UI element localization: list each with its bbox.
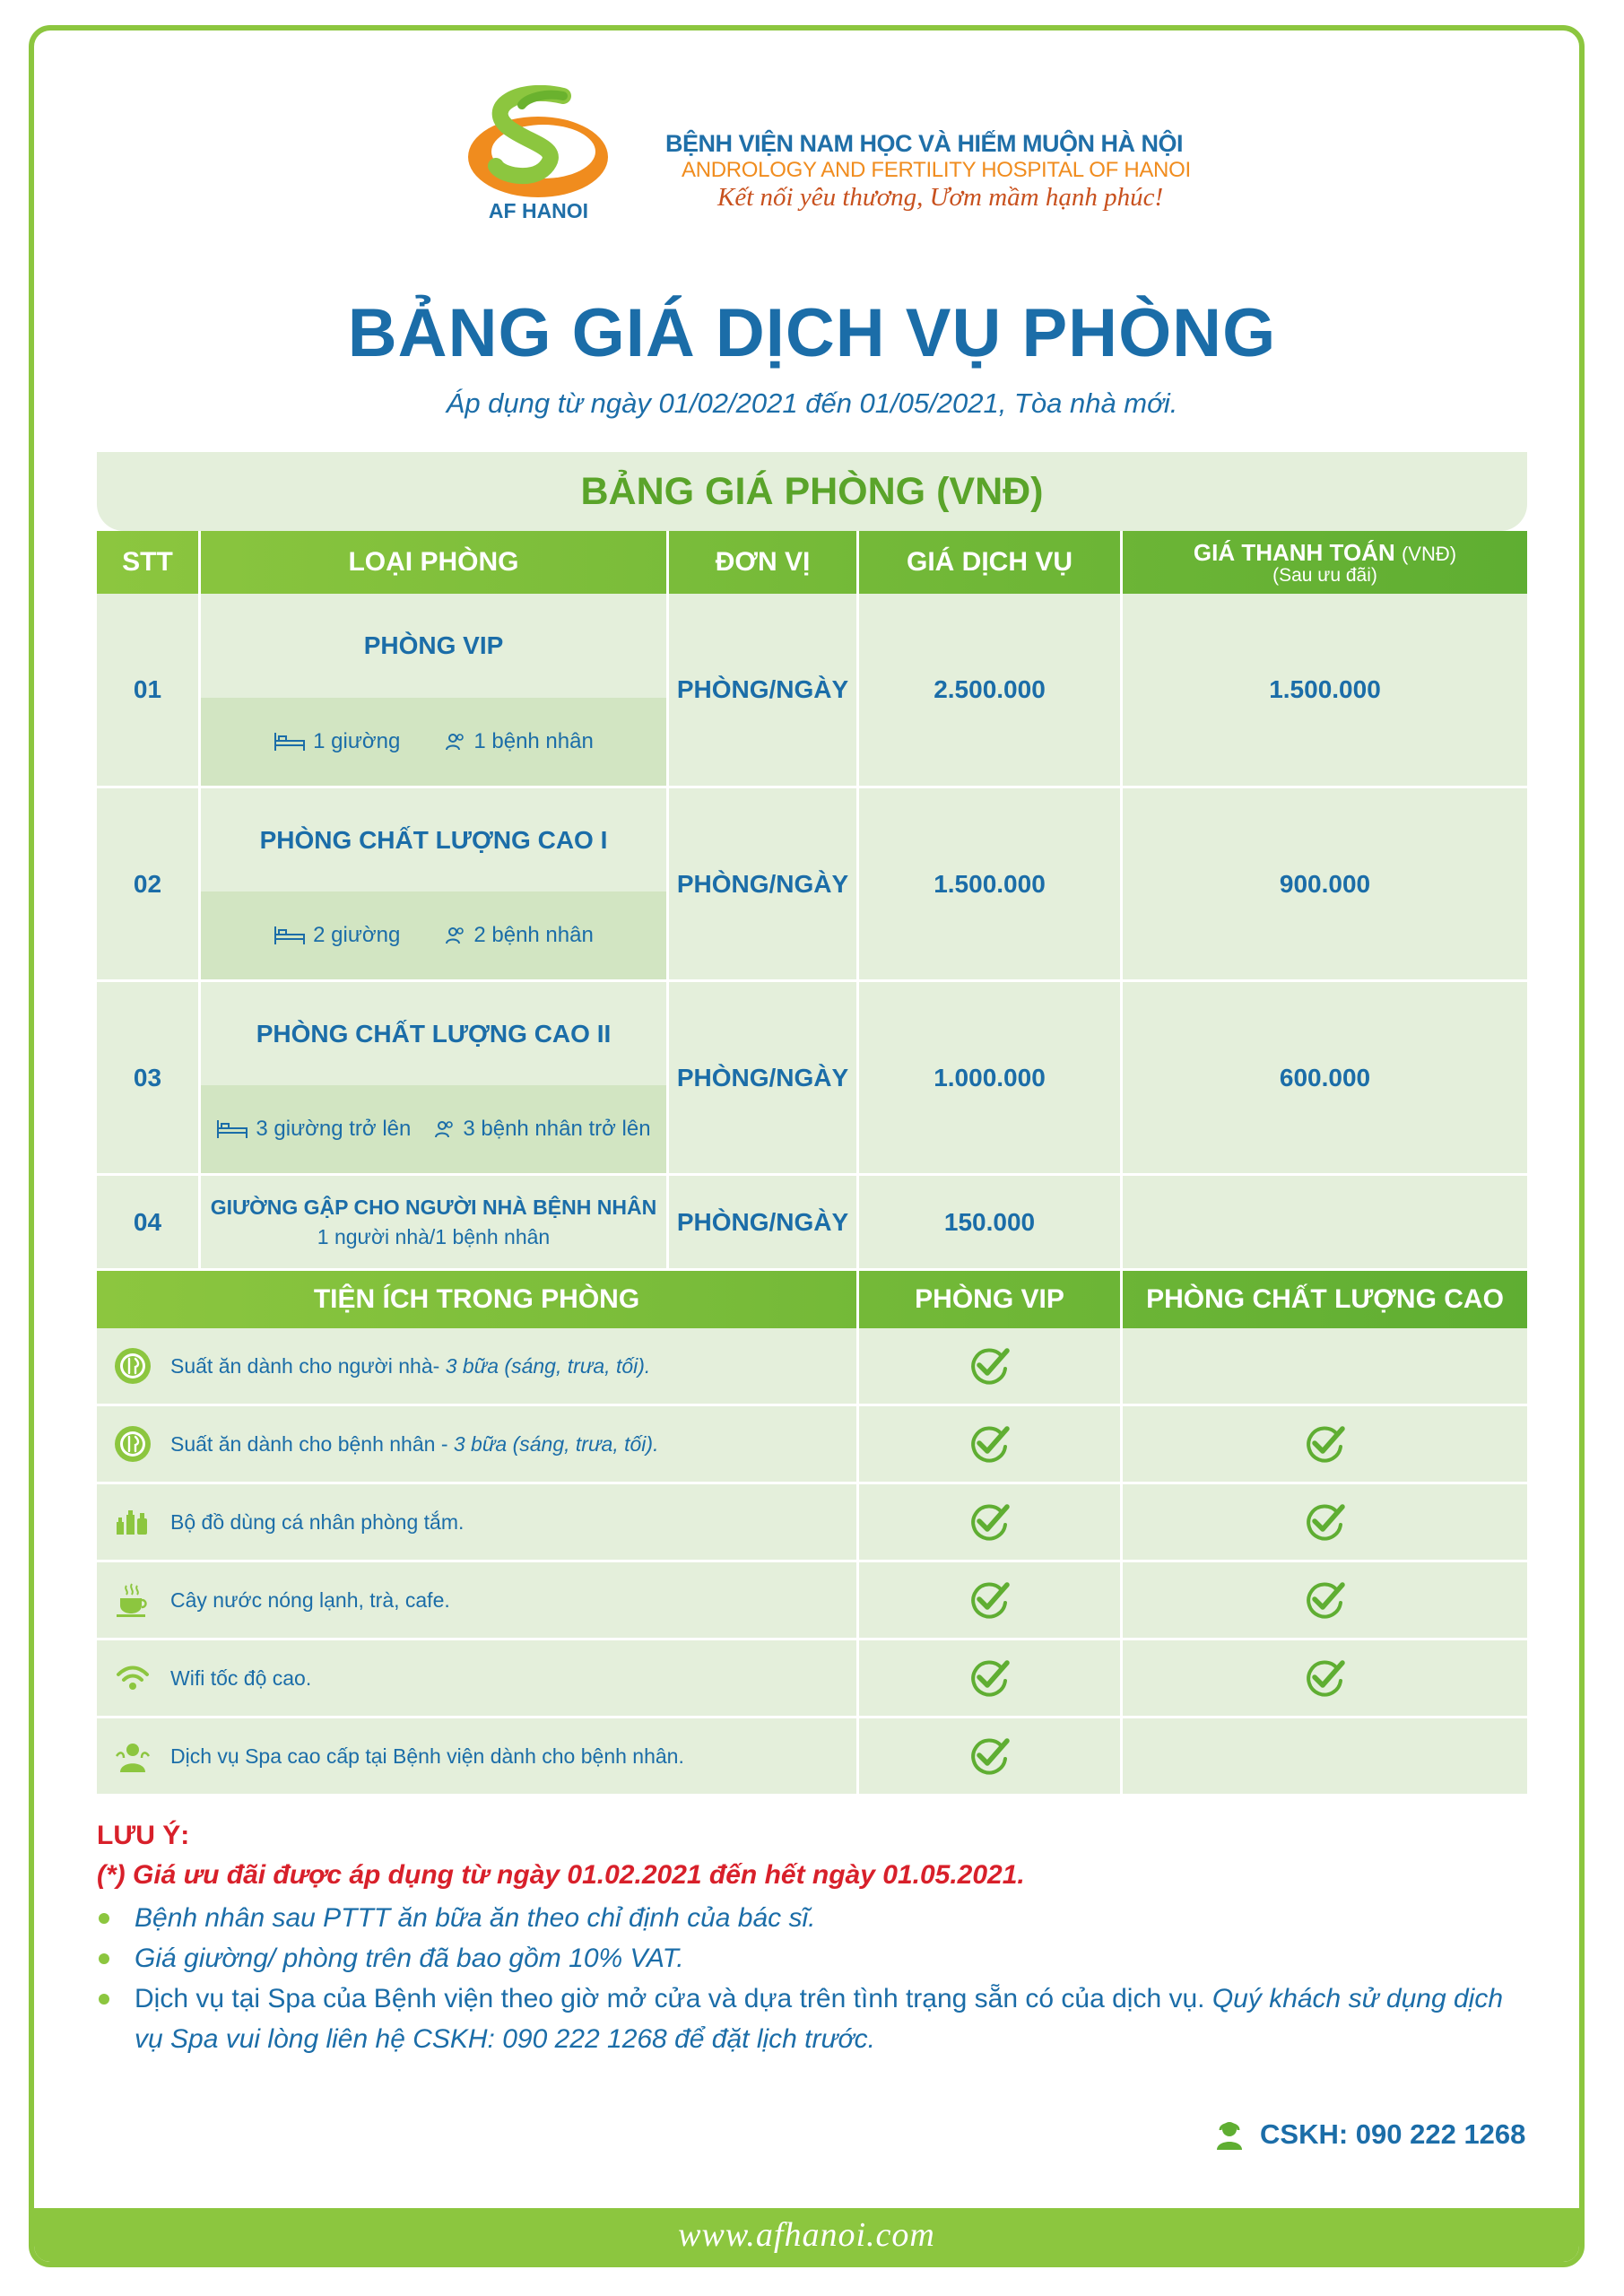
amenity-vip-cell: [859, 1718, 1123, 1794]
room-name: PHÒNG CHẤT LƯỢNG CAO I: [259, 825, 608, 854]
amenities-list: [97, 1328, 1527, 1796]
header-service-price: GIÁ DỊCH VỤ: [859, 531, 1123, 594]
check-icon: [968, 1579, 1012, 1621]
patient-icon: [445, 925, 466, 946]
logo-mark-icon: [456, 85, 617, 206]
bed-count: 2 giường: [313, 923, 401, 947]
row-service-price: 150.000: [859, 1176, 1123, 1268]
bed-count: 3 giường trở lên: [256, 1117, 412, 1141]
header-vip: PHÒNG VIP: [859, 1271, 1123, 1328]
amenity-name-cell: [97, 1484, 859, 1560]
price-table-title: BẢNG GIÁ PHÒNG (VNĐ): [97, 452, 1527, 531]
amenity-text-plain: Bộ đồ dùng cá nhân phòng tắm.: [170, 1509, 465, 1534]
table-row: [97, 982, 1527, 1176]
support-agent-icon: [1215, 2119, 1244, 2150]
room-cell: [201, 1176, 669, 1268]
patient-icon: [445, 731, 466, 752]
row-unit: PHÒNG/NGÀY: [669, 788, 859, 979]
row-service-price: 2.500.000: [859, 594, 1123, 786]
amenity-text-plain: Suất ăn dành cho bệnh nhân -: [170, 1431, 454, 1456]
footer-bar: [34, 2208, 1579, 2262]
amenity-text-plain: Suất ăn dành cho người nhà-: [170, 1353, 446, 1378]
table-row: [97, 594, 1527, 788]
amenity-text-plain: Dịch vụ Spa cao cấp tại Bệnh viện dành cho bệnh nhân.: [170, 1744, 684, 1768]
patient-count: 3 bệnh nhân trở lên: [463, 1117, 651, 1141]
row-unit: PHÒNG/NGÀY: [669, 594, 859, 786]
room-specs: [201, 698, 666, 786]
amenity-high-quality-cell: [1123, 1640, 1527, 1716]
amenity-name-cell: [97, 1406, 859, 1482]
notes-title: LƯU Ý:: [97, 1821, 190, 1850]
website-link[interactable]: www.afhanoi.com: [678, 2216, 935, 2254]
header-payment-price: [1123, 531, 1527, 594]
header-high-quality: PHÒNG CHẤT LƯỢNG CAO: [1146, 1284, 1504, 1314]
hospital-name-vn: BỆNH VIỆN NAM HỌC VÀ HIẾM MUỘN HÀ NỘI: [665, 130, 1184, 157]
amenity-high-quality-cell: [1123, 1718, 1527, 1794]
room-cell: [201, 788, 669, 979]
amenity-text-italic: 3 bữa (sáng, trưa, tối).: [445, 1353, 651, 1378]
amenity-vip-cell: [859, 1562, 1123, 1638]
hospital-name-en: ANDROLOGY AND FERTILITY HOSPITAL OF HANOI: [682, 158, 1191, 182]
check-icon: [1303, 1423, 1348, 1465]
row-stt: 04: [97, 1176, 201, 1268]
check-icon: [968, 1423, 1012, 1465]
toiletries-icon: [113, 1502, 152, 1542]
amenity-text: [170, 1666, 311, 1691]
check-icon: [968, 1501, 1012, 1543]
row-unit: PHÒNG/NGÀY: [669, 1176, 859, 1268]
row-unit: PHÒNG/NGÀY: [669, 982, 859, 1173]
amenity-text: [170, 1588, 450, 1613]
notes-section: [97, 1821, 1532, 2059]
amenity-name-cell: [97, 1562, 859, 1638]
amenity-vip-cell: [859, 1406, 1123, 1482]
amenity-name-cell: [97, 1718, 859, 1794]
amenity-high-quality-cell: [1123, 1484, 1527, 1560]
amenity-text: [170, 1432, 658, 1457]
amenity-row: [97, 1406, 1527, 1484]
patient-count: 1 bệnh nhân: [473, 729, 594, 753]
row-service-price: 1.000.000: [859, 982, 1123, 1173]
header-unit: ĐƠN VỊ: [669, 531, 859, 594]
table-row: [97, 788, 1527, 982]
row-payment-price: 900.000: [1279, 869, 1371, 898]
room-cell: [201, 594, 669, 786]
amenity-row: [97, 1718, 1527, 1796]
room-name: PHÒNG CHẤT LƯỢNG CAO II: [256, 1019, 612, 1048]
note-item-text: Giá giường/ phòng trên đã bao gồm 10% VAT.: [135, 1944, 684, 1973]
notes-list: [97, 1898, 1532, 2059]
row-payment-price: 1.500.000: [1269, 675, 1381, 703]
row-payment-price: [1123, 1176, 1527, 1268]
room-name: PHÒNG VIP: [363, 631, 504, 659]
patient-icon: [434, 1118, 456, 1140]
check-icon: [1303, 1657, 1348, 1699]
amenity-text: [170, 1744, 684, 1769]
check-icon: [1303, 1501, 1348, 1543]
amenity-text: [170, 1510, 464, 1535]
amenity-name-cell: [97, 1328, 859, 1404]
amenity-row: [97, 1484, 1527, 1562]
amenity-row: [97, 1328, 1527, 1406]
room-sub: 1 người nhà/1 bệnh nhân: [317, 1224, 551, 1248]
room-cell: [201, 982, 669, 1173]
amenity-text-plain: Wifi tốc độ cao.: [170, 1665, 312, 1690]
header-room-type: LOẠI PHÒNG: [201, 531, 669, 594]
header-payment-note: (Sau ưu đãi): [1272, 565, 1377, 586]
amenity-row: [97, 1562, 1527, 1640]
wifi-icon: [113, 1658, 152, 1698]
note-item: [97, 1938, 1532, 1979]
bed-icon: [274, 731, 306, 752]
page-subtitle: Áp dụng từ ngày 01/02/2021 đến 01/05/2021, Tòa nhà mới.: [446, 387, 1178, 419]
row-stt: 01: [97, 594, 201, 786]
bed-icon: [274, 925, 306, 946]
note-item-text-italic: Quý khách sử dụng dịch vụ Spa vui lòng liên hệ CSKH: 090 222 1268 để đặt lịch trước.: [135, 1984, 1504, 2054]
row-service-price: 1.500.000: [859, 788, 1123, 979]
amenity-high-quality-cell: [1123, 1406, 1527, 1482]
amenity-high-quality-cell: [1123, 1328, 1527, 1404]
amenity-text-italic: 3 bữa (sáng, trưa, tối).: [453, 1431, 659, 1456]
logo-text: AF HANOI: [488, 199, 589, 222]
hospital-slogan: Kết nối yêu thương, Ươm mầm hạnh phúc!: [717, 183, 1164, 212]
amenity-vip-cell: [859, 1484, 1123, 1560]
amenity-text-plain: Cây nước nóng lạnh, trà, cafe.: [170, 1587, 450, 1612]
amenities-header: [97, 1271, 1527, 1328]
hot-drink-icon: [113, 1580, 152, 1620]
check-icon: [968, 1345, 1012, 1387]
note-item: [97, 1979, 1532, 2059]
row-stt: 02: [97, 788, 201, 979]
amenity-text: [170, 1354, 650, 1378]
amenity-row: [97, 1640, 1527, 1718]
notes-promo: (*) Giá ưu đãi được áp dụng từ ngày 01.02.2021 đến hết ngày 01.05.2021.: [97, 1860, 1025, 1890]
check-icon: [968, 1657, 1012, 1699]
amenity-high-quality-cell: [1123, 1562, 1527, 1638]
row-payment-price: 600.000: [1279, 1063, 1371, 1091]
bed-count: 1 giường: [313, 729, 401, 753]
amenity-vip-cell: [859, 1328, 1123, 1404]
check-icon: [1303, 1579, 1348, 1621]
header-payment-unit: (VNĐ): [1401, 543, 1457, 565]
customer-care-label[interactable]: CSKH: 090 222 1268: [1260, 2118, 1526, 2150]
table-row: [97, 1176, 1527, 1271]
note-item-text: Bệnh nhân sau PTTT ăn bữa ăn theo chỉ định của bác sĩ.: [135, 1903, 816, 1933]
note-item: [97, 1898, 1532, 1938]
room-name: GIƯỜNG GẬP CHO NGƯỜI NHÀ BỆNH NHÂN: [210, 1195, 657, 1219]
header-stt: STT: [97, 531, 201, 594]
note-item-text: Dịch vụ tại Spa của Bệnh viện theo giờ mở cửa và dựa trên tình trạng sẵn có của dịch vụ.: [135, 1984, 1205, 2013]
bed-icon: [216, 1118, 248, 1140]
price-table: [97, 452, 1527, 1796]
header-payment-label: GIÁ THANH TOÁN: [1193, 539, 1395, 566]
room-specs: [201, 1085, 666, 1173]
price-table-header: [97, 531, 1527, 594]
amenity-name-cell: [97, 1640, 859, 1716]
spa-icon: [113, 1736, 152, 1776]
meal-icon: [113, 1424, 152, 1464]
page-title: BẢNG GIÁ DỊCH VỤ PHÒNG: [347, 295, 1277, 371]
amenity-vip-cell: [859, 1640, 1123, 1716]
row-stt: 03: [97, 982, 201, 1173]
check-icon: [968, 1735, 1012, 1777]
room-specs: [201, 891, 666, 979]
meal-icon: [113, 1346, 152, 1386]
header-amenity-name: TIỆN ÍCH TRONG PHÒNG: [97, 1271, 859, 1328]
patient-count: 2 bệnh nhân: [473, 923, 594, 947]
customer-care-contact[interactable]: [1215, 2118, 1525, 2151]
